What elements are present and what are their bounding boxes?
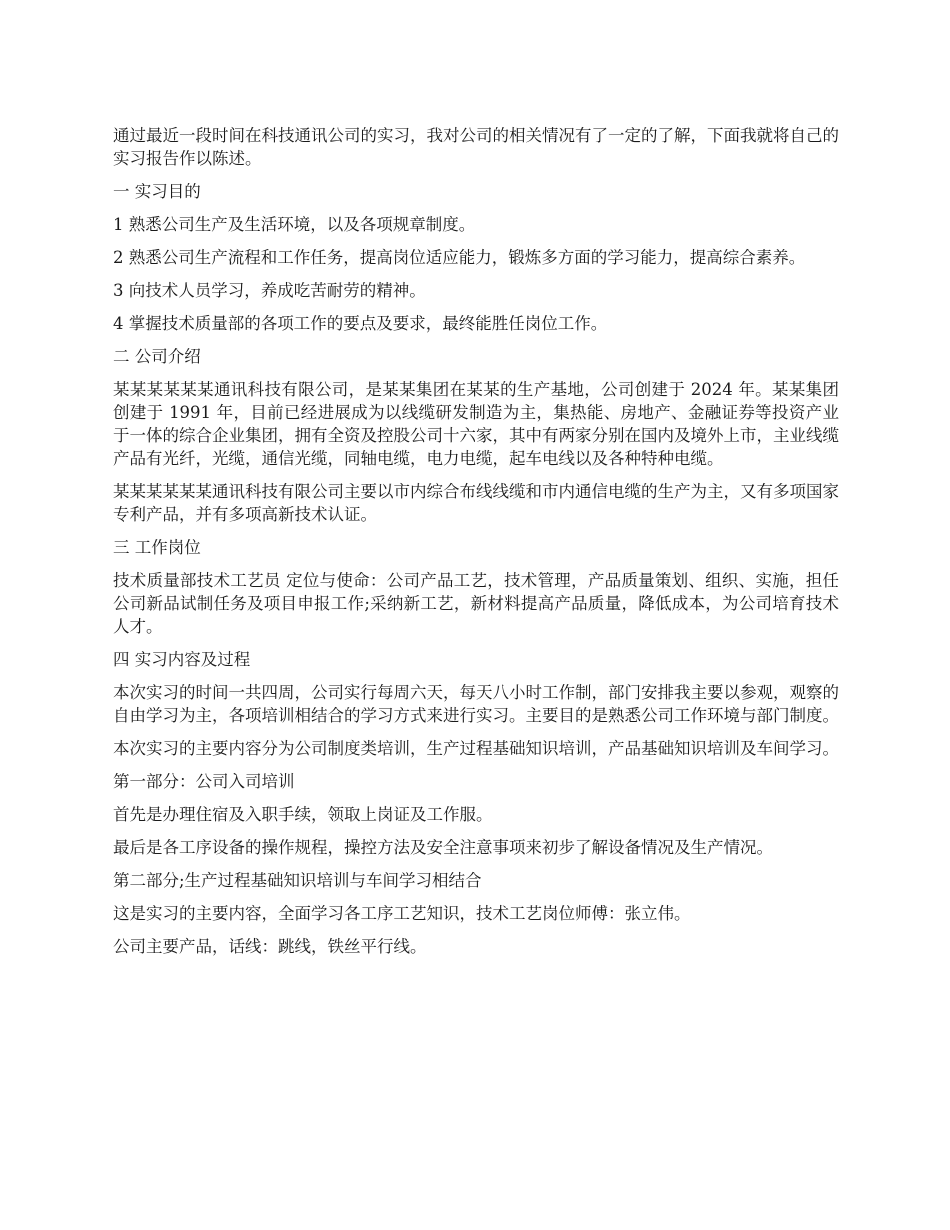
part-two-paragraph: 这是实习的主要内容，全面学习各工序工艺知识，技术工艺岗位师傅：张立伟。 <box>113 904 691 923</box>
main-products-paragraph: 公司主要产品，话线：跳线，铁丝平行线。 <box>113 937 427 956</box>
purpose-item-2: 2 熟悉公司生产流程和工作任务，提高岗位适应能力，锻炼多方面的学习能力，提高综合素养。 <box>113 248 806 267</box>
position-description: 技术质量部技术工艺员 定位与使命：公司产品工艺，技术管理，产品质量策划、组织、实施，担任公司新品试制任务及项目申报工作;采纳新工艺，新材料提高产品质量，降低成本，为公司培育技术人才。 <box>113 571 839 636</box>
section-heading-company: 二 公司介绍 <box>113 347 201 366</box>
section-heading-process: 四 实习内容及过程 <box>113 650 251 669</box>
section-heading-purpose: 一 实习目的 <box>113 182 201 201</box>
document-body <box>113 124 839 968</box>
part-one-step-2: 最后是各工序设备的操作规程，操控方法及安全注意事项来初步了解设备情况及生产情况。 <box>113 838 773 857</box>
part-one-step-1: 首先是办理住宿及入职手续，领取上岗证及工作服。 <box>113 805 493 824</box>
purpose-item-4: 4 掌握技术质量部的各项工作的要点及要求，最终能胜任岗位工作。 <box>113 314 608 333</box>
company-products-paragraph: 某某某某某某通讯科技有限公司主要以市内综合布线线缆和市内通信电缆的生产为主，又有多项国家专利产品，并有多项高新技术认证。 <box>113 482 839 524</box>
purpose-item-3: 3 向技术人员学习，养成吃苦耐劳的精神。 <box>113 281 426 300</box>
section-heading-position: 三 工作岗位 <box>113 538 201 557</box>
process-paragraph-2: 本次实习的主要内容分为公司制度类培训，生产过程基础知识培训，产品基础知识培训及车间学习。 <box>113 739 839 758</box>
process-paragraph-1: 本次实习的时间一共四周，公司实行每周六天，每天八小时工作制，部门安排我主要以参观，观察的自由学习为主，各项培训相结合的学习方式来进行实习。主要目的是熟悉公司工作环境与部门制度。 <box>113 683 839 725</box>
part-one-heading: 第一部分：公司入司培训 <box>113 772 295 791</box>
purpose-item-1: 1 熟悉公司生产及生活环境，以及各项规章制度。 <box>113 215 476 234</box>
intro-paragraph: 通过最近一段时间在科技通讯公司的实习，我对公司的相关情况有了一定的了解，下面我就将自己的实习报告作以陈述。 <box>113 126 839 168</box>
part-two-heading: 第二部分;生产过程基础知识培训与车间学习相结合 <box>113 871 482 890</box>
company-intro-paragraph: 某某某某某某通讯科技有限公司，是某某集团在某某的生产基地，公司创建于 2024 年。某某集团创建于 1991 年，目前已经进展成为以线缆研发制造为主，集热能、房地产、金融证券等投资产业于一体的综合企业集团，拥有全资及控股公司十六家，其中有两家分别在国内及境外上市，主业线缆产品有光纤，光缆，通信光缆，同轴电缆，电力电缆，起车电线以及各种特种电缆。 <box>113 380 839 468</box>
